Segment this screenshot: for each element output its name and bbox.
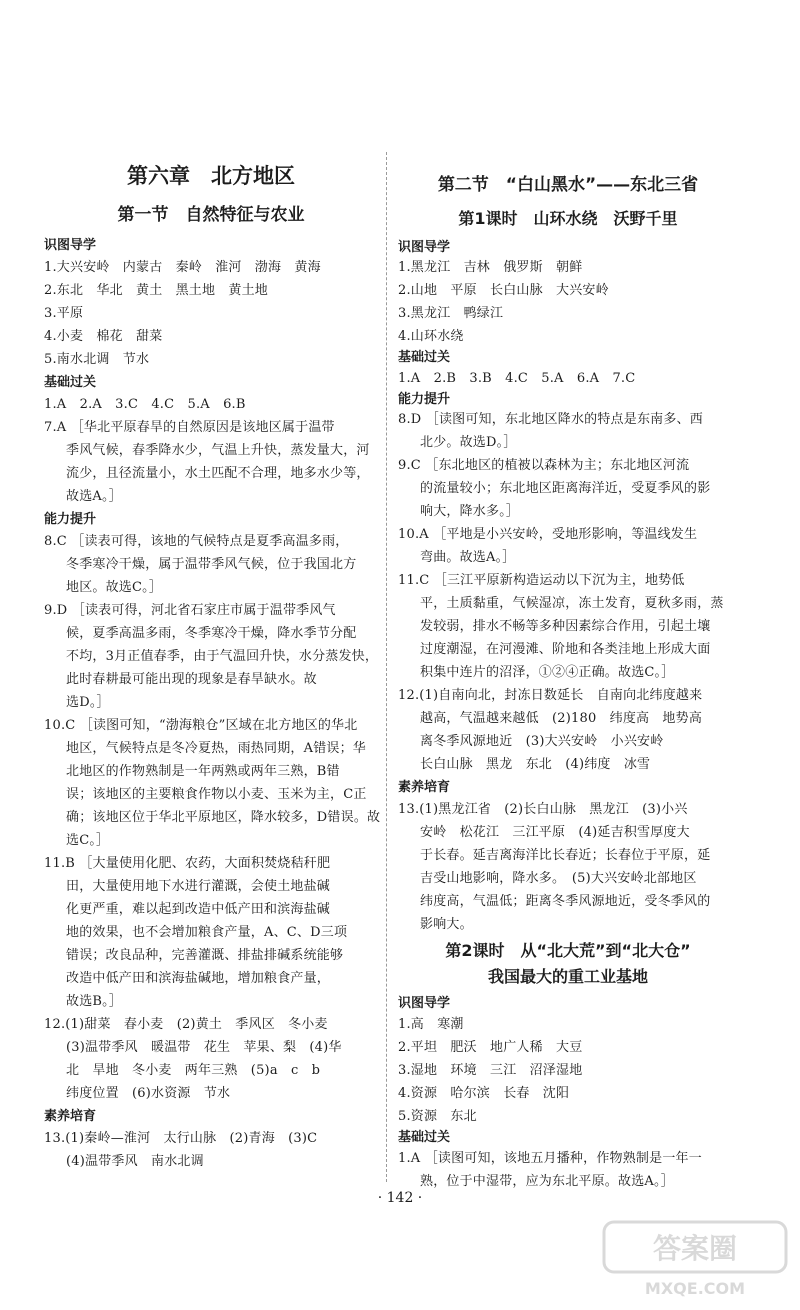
answer-line: 响大，降水多。］ xyxy=(420,504,520,519)
answer-line: 故选B。］ xyxy=(66,994,123,1009)
answer-line: 3.平原 xyxy=(44,306,84,321)
answer-line: 确；该地区位于华北平原地区，降水较多，D错误。故 xyxy=(66,810,381,825)
answer-line: 积集中连片的沼泽，①②④正确。故选C。］ xyxy=(420,665,675,680)
answer-line: 13.(1)黑龙江省 (2)长白山脉 黑龙江 (3)小兴 xyxy=(398,802,688,817)
answer-line: 发较弱，排水不畅等多种因素综合作用，引起土壤 xyxy=(420,619,711,634)
category-label: 基础过关 xyxy=(44,375,97,390)
answer-line: 候，夏季高温多雨，冬季寒冷干燥，降水季节分配 xyxy=(66,626,357,641)
section-title-2: 第二节 “白山黑水”——东北三省 xyxy=(437,175,699,195)
svg-text:MXQE.COM: MXQE.COM xyxy=(644,1279,746,1298)
answer-line: 4.山环水绕 xyxy=(398,329,464,344)
answer-line: 1.A 2.A 3.C 4.C 5.A 6.B xyxy=(44,397,246,412)
answer-line: 化更严重，难以起到改造中低产田和滨海盐碱 xyxy=(66,902,331,917)
answer-line: 12.(1)甜菜 春小麦 (2)黄土 季风区 冬小麦 xyxy=(44,1017,328,1032)
answer-line: 1.黑龙江 吉林 俄罗斯 朝鲜 xyxy=(398,260,583,275)
column-divider xyxy=(386,152,387,1182)
answer-line: 9.D ［读表可得，河北省石家庄市属于温带季风气 xyxy=(44,603,336,618)
chapter-title: 第六章 北方地区 xyxy=(127,164,295,188)
answer-line: 5.资源 东北 xyxy=(398,1109,477,1124)
answer-line: 3.黑龙江 鸭绿江 xyxy=(398,306,504,321)
answer-line: 误；该地区的主要粮食作物以小麦、玉米为主，C正 xyxy=(66,787,367,802)
answer-line: 1.大兴安岭 内蒙古 秦岭 淮河 渤海 黄海 xyxy=(44,260,321,275)
answer-line: 季风气候，春季降水少，气温上升快，蒸发量大，河 xyxy=(66,443,370,458)
answer-line: 5.南水北调 节水 xyxy=(44,352,150,367)
answer-line: 越高，气温越来越低 (2)180 纬度高 地势高 xyxy=(420,711,703,726)
answer-line: 改造中低产田和滨海盐碱地，增加粮食产量， xyxy=(66,971,331,986)
category-label: 基础过关 xyxy=(398,350,451,365)
answer-line: 8.C ［读表可得，该地的气候特点是夏季高温多雨， xyxy=(44,534,349,549)
category-label: 素养培育 xyxy=(44,1109,97,1124)
answer-line: 弯曲。故选A。］ xyxy=(420,550,516,565)
answer-line: 熟，位于中湿带，应为东北平原。故选A。］ xyxy=(420,1174,674,1189)
answer-line: 北少。故选D。］ xyxy=(420,435,517,450)
page-number: · 142 · xyxy=(377,1190,423,1206)
answer-line: 影响大。 xyxy=(420,917,473,932)
answer-line: 北 旱地 冬小麦 两年三熟 (5)a c b xyxy=(66,1063,321,1078)
answer-line: 吉受山地影响，降水多。 (5)大兴安岭北部地区 xyxy=(420,871,697,886)
answer-line: 11.B ［大量使用化肥、农药，大面积焚烧秸秆肥 xyxy=(44,856,331,871)
answer-line: (4)温带季风 南水北调 xyxy=(66,1154,204,1169)
answer-line: 地区。故选C。］ xyxy=(66,580,163,595)
category-label: 能力提升 xyxy=(44,512,97,527)
answer-line: 故选A。］ xyxy=(66,489,122,504)
answer-line: 流少，且径流量小，水土匹配不合理，地多水少等， xyxy=(66,466,370,481)
answer-line: 2.山地 平原 长白山脉 大兴安岭 xyxy=(398,283,609,298)
answer-line: 10.C ［读图可知，“渤海粮仓”区域在北方地区的华北 xyxy=(44,718,358,733)
answer-line: 选C。］ xyxy=(66,833,110,848)
svg-text:答案圈: 答案圈 xyxy=(652,1232,738,1265)
lesson-title-2-sub: 我国最大的重工业基地 xyxy=(487,967,648,986)
answer-line: 4.小麦 棉花 甜菜 xyxy=(44,329,163,344)
answer-line: 安岭 松花江 三江平原 (4)延吉积雪厚度大 xyxy=(420,825,690,840)
answer-line: 1.A ［读图可知，该地五月播种，作物熟制是一年一 xyxy=(398,1151,702,1166)
answer-line: 纬度高，气温低；距离冬季风源地近，受冬季风的 xyxy=(420,894,711,909)
answer-line: 11.C ［三江平原新构造运动以下沉为主，地势低 xyxy=(398,573,685,588)
answer-line: (3)温带季风 暖温带 花生 苹果、梨 (4)华 xyxy=(66,1040,342,1055)
answer-line: 13.(1)秦岭—淮河 太行山脉 (2)青海 (3)C xyxy=(44,1131,318,1146)
lesson-title-2: 第2课时 从“北大荒”到“北大仓” xyxy=(445,941,691,960)
watermark-logo xyxy=(600,1218,790,1302)
category-label: 基础过关 xyxy=(398,1130,451,1145)
answer-line: 1.高 寒潮 xyxy=(398,1017,464,1032)
answer-line: 7.A ［华北平原春旱的自然原因是该地区属于温带 xyxy=(44,420,335,435)
answer-line: 地区，气候特点是冬冷夏热，雨热同期，A错误；华 xyxy=(66,741,366,756)
answer-line: 平，土质黏重，气候湿凉，冻土发育，夏秋多雨，蒸 xyxy=(420,596,724,611)
answer-line: 北地区的作物熟制是一年两熟或两年三熟，B错 xyxy=(66,764,340,779)
answer-line: 离冬季风源地近 (3)大兴安岭 小兴安岭 xyxy=(420,734,664,749)
answer-line: 田，大量使用地下水进行灌溉，会使土地盐碱 xyxy=(66,879,331,894)
answer-line: 3.湿地 环境 三江 沼泽湿地 xyxy=(398,1063,583,1078)
answer-line: 过度潮湿，在河漫滩、阶地和各类洼地上形成大面 xyxy=(420,642,711,657)
category-label: 能力提升 xyxy=(398,392,451,407)
answer-line: 于长春。延吉离海洋比长春近；长春位于平原，延 xyxy=(420,848,711,863)
answer-line: 的流量较小；东北地区距离海洋近，受夏季风的影 xyxy=(420,481,711,496)
answer-line: 10.A ［平地是小兴安岭，受地形影响，等温线发生 xyxy=(398,527,698,542)
answer-line: 错误；改良品种，完善灌溉、排盐排碱系统能够 xyxy=(66,948,344,963)
category-label: 素养培育 xyxy=(398,780,451,795)
category-label: 识图导学 xyxy=(398,240,451,255)
answer-line: 纬度位置 (6)水资源 节水 xyxy=(66,1086,231,1101)
answer-line: 9.C ［东北地区的植被以森林为主；东北地区河流 xyxy=(398,458,690,473)
answer-line: 不均，3月正值春季，由于气温回升快，水分蒸发快， xyxy=(66,649,379,664)
answer-line: 8.D ［读图可知，东北地区降水的特点是东南多、西 xyxy=(398,412,703,427)
section-title-1: 第一节 自然特征与农业 xyxy=(117,205,305,225)
category-label: 识图导学 xyxy=(398,996,451,1011)
answer-line: 12.(1)自南向北，封冻日数延长 自南向北纬度越来 xyxy=(398,688,703,703)
answer-line: 2.东北 华北 黄土 黑土地 黄土地 xyxy=(44,283,269,298)
answer-line: 选D。］ xyxy=(66,695,110,710)
answer-line: 冬季寒冷干燥，属于温带季风气候，位于我国北方 xyxy=(66,557,357,572)
answer-line: 2.平坦 肥沃 地广人稀 大豆 xyxy=(398,1040,583,1055)
category-label: 识图导学 xyxy=(44,238,97,253)
answer-line: 此时春耕最可能出现的现象是春旱缺水。故 xyxy=(66,672,317,687)
answer-line: 地的效果，也不会增加粮食产量，A、C、D三项 xyxy=(66,925,348,940)
answer-line: 1.A 2.B 3.B 4.C 5.A 6.A 7.C xyxy=(398,371,636,386)
answer-line: 4.资源 哈尔滨 长春 沈阳 xyxy=(398,1086,570,1101)
answer-line: 长白山脉 黑龙 东北 (4)纬度 冰雪 xyxy=(420,757,651,772)
lesson-title-1: 第1课时 山环水绕 沃野千里 xyxy=(458,209,678,228)
